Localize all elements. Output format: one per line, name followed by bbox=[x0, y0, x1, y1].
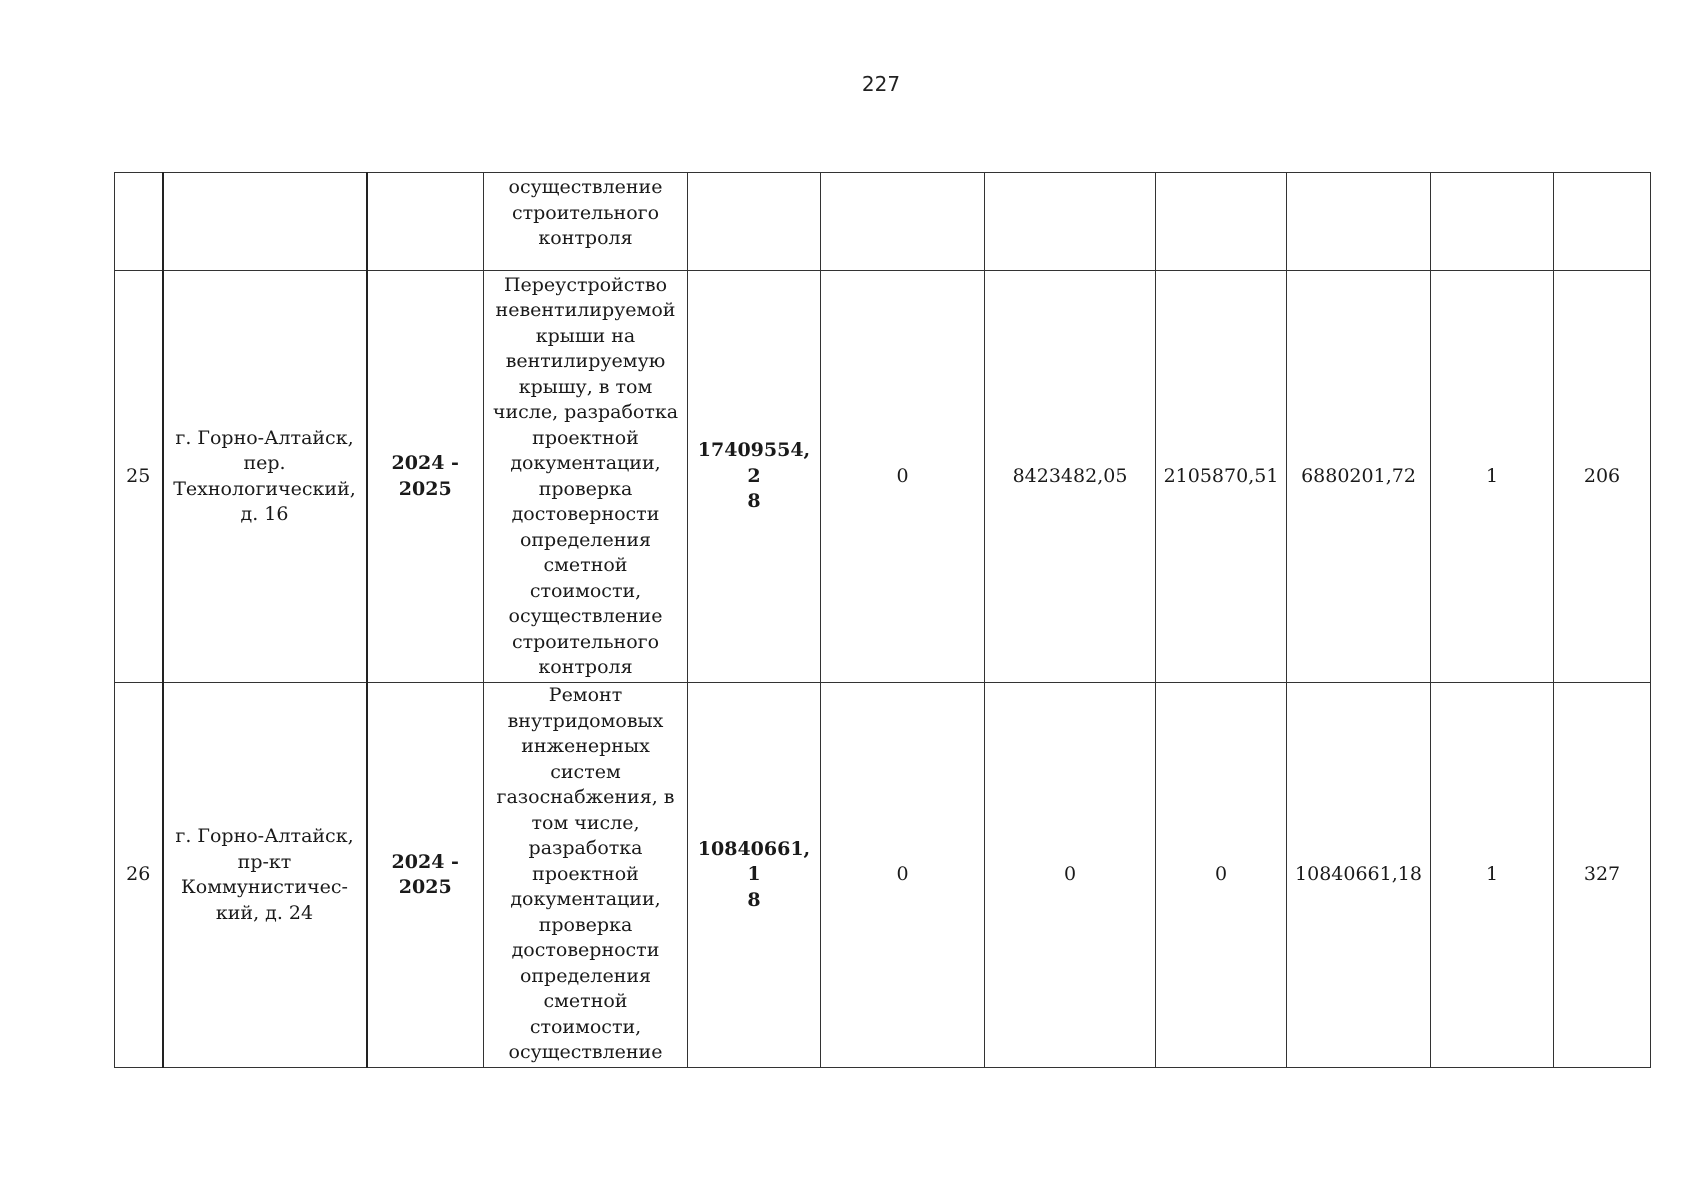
cell-col6: 0 bbox=[821, 271, 985, 683]
cell-row-number bbox=[115, 173, 163, 271]
cell-row-number: 26 bbox=[115, 683, 163, 1068]
table-row-continuation bbox=[115, 173, 1651, 271]
cell-col7: 8423482,05 bbox=[985, 271, 1156, 683]
cell-col8: 0 bbox=[1156, 683, 1287, 1068]
cell-years: 2024 - 2025 bbox=[367, 683, 484, 1068]
cell-row-number: 25 bbox=[115, 271, 163, 683]
cell-col7 bbox=[985, 173, 1156, 271]
cell-total-cost bbox=[688, 173, 821, 271]
cell-col6 bbox=[821, 173, 985, 271]
cell-address: г. Горно-Алтайск, пер. Технологический, д. 16 bbox=[163, 271, 367, 683]
cell-total-cost: 17409554,2 8 bbox=[688, 271, 821, 683]
cell-total-cost: 10840661,1 8 bbox=[688, 683, 821, 1068]
cell-col6: 0 bbox=[821, 683, 985, 1068]
cell-col8 bbox=[1156, 173, 1287, 271]
cell-address bbox=[163, 173, 367, 271]
cell-col10: 1 bbox=[1431, 683, 1554, 1068]
cell-col9: 10840661,18 bbox=[1287, 683, 1431, 1068]
cell-col10 bbox=[1431, 173, 1554, 271]
cell-address: г. Горно-Алтайск, пр-кт Коммунистичес- кий, д. 24 bbox=[163, 683, 367, 1068]
cell-col11 bbox=[1554, 173, 1651, 271]
cell-work-description: осуществление строительного контроля bbox=[484, 173, 688, 271]
cell-col10: 1 bbox=[1431, 271, 1554, 683]
cell-col9 bbox=[1287, 173, 1431, 271]
cell-years bbox=[367, 173, 484, 271]
capital-repair-table bbox=[114, 172, 1651, 1068]
cell-col11: 327 bbox=[1554, 683, 1651, 1068]
cell-col7: 0 bbox=[985, 683, 1156, 1068]
cell-col9: 6880201,72 bbox=[1287, 271, 1431, 683]
cell-col8: 2105870,51 bbox=[1156, 271, 1287, 683]
cell-work-description: Переустройство невентилируемой крыши на вентилируемую крышу, в том числе, разработка проектной документации, проверка достоверности определения сметной стоимости, осуществление строительного контроля bbox=[484, 271, 688, 683]
page-number: 227 bbox=[861, 72, 901, 96]
cell-years: 2024 - 2025 bbox=[367, 271, 484, 683]
table-row bbox=[115, 271, 1651, 683]
cell-work-description: Ремонт внутридомовых инженерных систем газоснабжения, в том числе, разработка проектной документации, проверка достоверности определения сметной стоимости, осуществление bbox=[484, 683, 688, 1068]
cell-col11: 206 bbox=[1554, 271, 1651, 683]
table-row bbox=[115, 683, 1651, 1068]
